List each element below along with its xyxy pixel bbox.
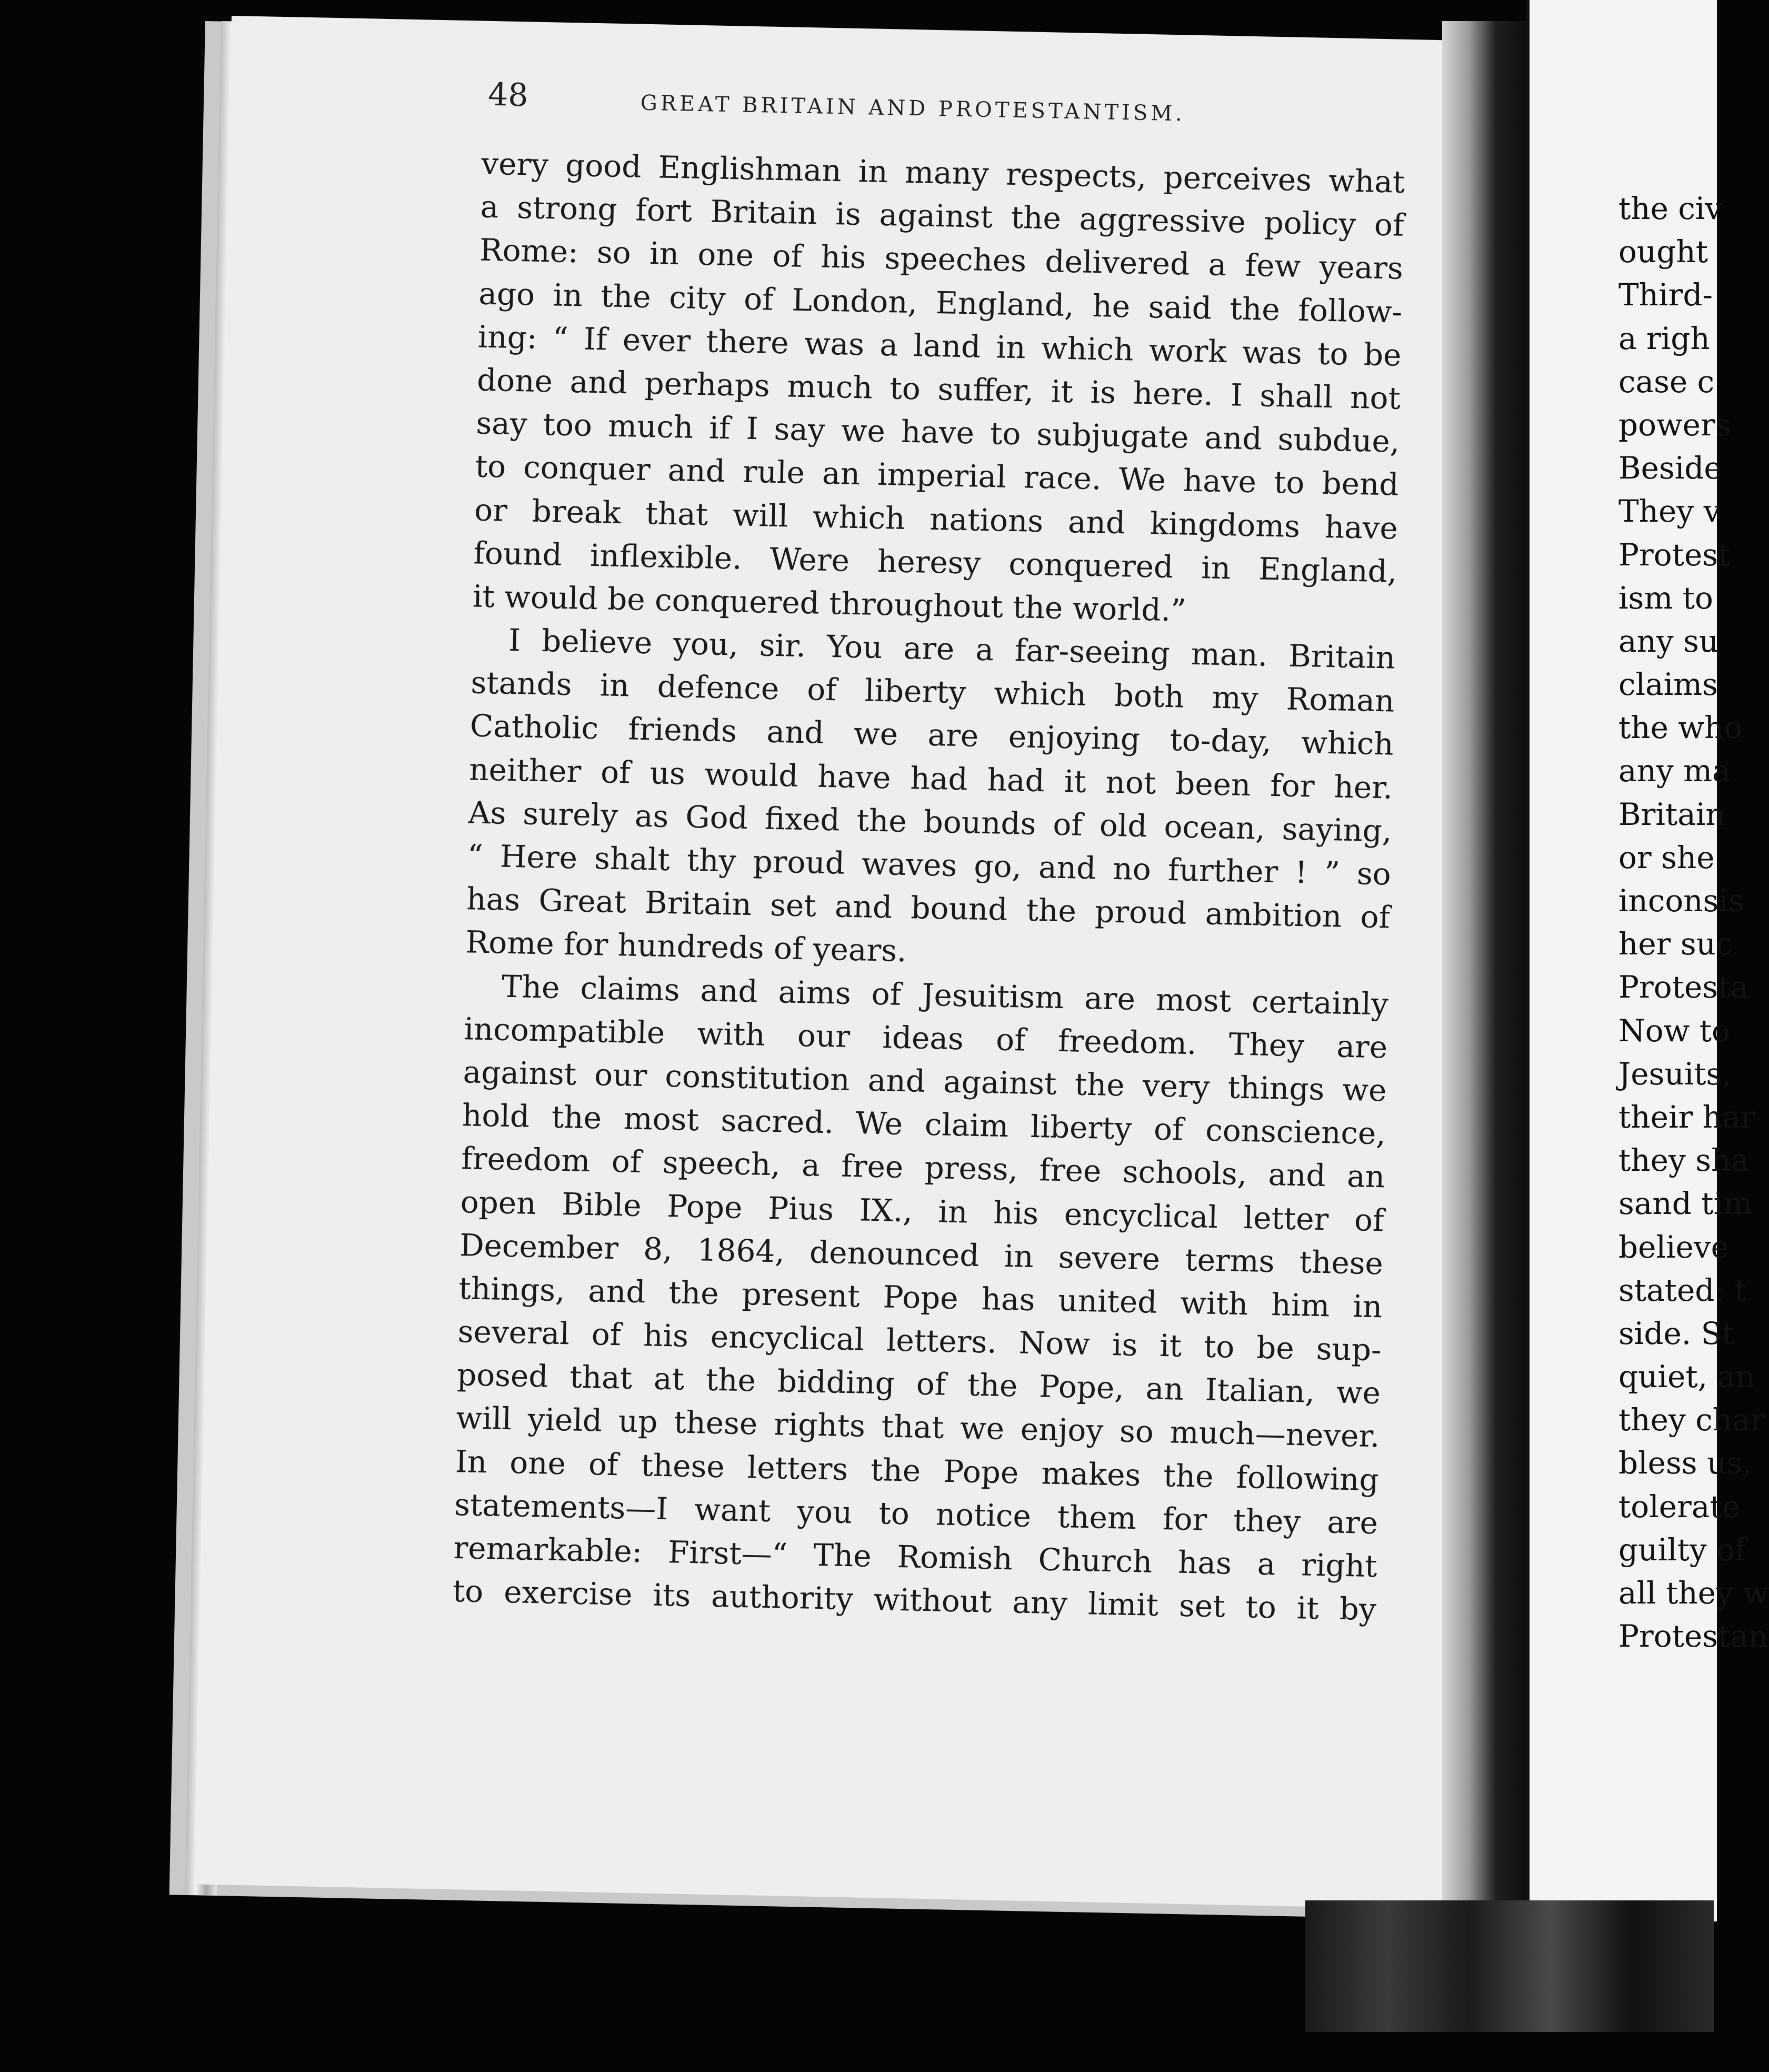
right-text-line: they sha	[1618, 1142, 1749, 1179]
text-line: done and perhaps much to suffer, it is here. I shall not	[476, 362, 1401, 416]
text-line: say too much if I say we have to subjugate and subdue,	[475, 405, 1400, 460]
text-line: very good Englishman in many respects, perceives what	[481, 145, 1405, 200]
text-line: several of his encyclical letters. Now is it to be sup-	[457, 1313, 1382, 1368]
text-line: In one of these letters the Pope makes the following	[455, 1443, 1380, 1498]
right-text-line: her suc	[1618, 926, 1733, 962]
scan-border-bottom	[0, 2032, 1714, 2072]
text-line: or break that will which nations and kingdoms have	[474, 491, 1398, 546]
text-line: hold the most sacred. We claim liberty of conscience,	[462, 1097, 1386, 1152]
right-text-line: stated: t	[1618, 1272, 1747, 1308]
text-line: will yield up these rights that we enjoy so much—never.	[455, 1400, 1380, 1455]
right-text-line: all they w	[1618, 1575, 1769, 1611]
right-text-line: the civ	[1618, 191, 1723, 226]
text-line: As surely as God fixed the bounds of old ocean, saying,	[468, 794, 1393, 849]
right-text-line: claims	[1618, 666, 1718, 703]
text-line: stands in defence of liberty which both my Roman	[470, 664, 1395, 719]
right-text-line: Protesta	[1618, 969, 1748, 1005]
right-text-line: any su	[1618, 623, 1719, 659]
text-line: ing: “ If ever there was a land in which work was to be	[477, 318, 1402, 373]
text-line: incompatible with our ideas of freedom. They are	[463, 1011, 1388, 1065]
right-text-line: Now to	[1618, 1012, 1730, 1049]
right-text-line: guilty of	[1618, 1531, 1746, 1568]
right-text-line: Beside	[1618, 450, 1722, 486]
right-text-line: side. St	[1618, 1315, 1734, 1351]
text-line: to exercise its authority without any limit set to it by	[452, 1573, 1377, 1628]
right-text-line: bless us,	[1618, 1445, 1752, 1481]
text-line: Rome: so in one of his speeches delivered a few years	[479, 232, 1404, 287]
right-page-text	[1618, 187, 1769, 1658]
right-text-line: tolerate	[1618, 1488, 1741, 1525]
right-text-line: Protestan	[1618, 1618, 1768, 1655]
page-number: 48	[487, 76, 529, 114]
text-line: against our constitution and against the very things we	[463, 1054, 1387, 1109]
text-line: neither of us would have had had it not been for her.	[468, 751, 1393, 806]
right-text-line: ism to	[1618, 580, 1713, 616]
left-page-content	[194, 16, 1505, 1910]
right-text-line: or she	[1618, 839, 1715, 875]
text-line: statements—I want you to notice them for they are	[454, 1486, 1378, 1541]
right-text-line: powers	[1618, 406, 1731, 443]
text-line: December 8, 1864, denounced in severe terms these	[459, 1227, 1384, 1282]
running-head: GREAT BRITAIN AND PROTESTANTISM.	[640, 91, 1186, 126]
right-text-line: Britain	[1618, 796, 1725, 832]
body-text	[452, 142, 1405, 1631]
right-text-line: sand tim	[1618, 1186, 1753, 1222]
text-line: The claims and aims of Jesuitism are most certainly	[501, 968, 1389, 1022]
text-line: open Bible Pope Pius IX., in his encyclical letter of	[460, 1183, 1385, 1238]
text-line: remarkable: First—“ The Romish Church has a right	[453, 1530, 1378, 1585]
right-text-line: Jesuits,	[1618, 1055, 1732, 1092]
right-text-line: inconsis	[1618, 883, 1744, 919]
left-page	[194, 16, 1505, 1910]
text-line: to conquer and rule an imperial race. We have to bend	[475, 448, 1400, 503]
text-line: freedom of speech, a free press, free schools, and an	[461, 1140, 1385, 1195]
right-text-line: their har	[1618, 1099, 1755, 1135]
right-text-line: They v	[1618, 493, 1721, 530]
text-line: it would be conquered throughout the world.”	[472, 578, 1187, 629]
text-line: things, and the present Pope has united with him in	[458, 1270, 1383, 1325]
right-text-line: any ma	[1618, 753, 1731, 789]
text-line: ago in the city of London, England, he said the follow-	[478, 275, 1403, 330]
text-line: found inflexible. Were heresy conquered in England,	[473, 535, 1397, 590]
right-text-line: ought	[1618, 234, 1708, 270]
right-text-line: Third-	[1618, 277, 1713, 313]
right-text-line: a righ	[1618, 320, 1710, 356]
right-text-line: quiet, an	[1618, 1359, 1755, 1395]
book-gutter	[1442, 21, 1532, 1937]
text-line: Catholic friends and we are enjoying to-day, which	[469, 708, 1394, 763]
text-line: “ Here shalt thy proud waves go, and no further ! ” so	[467, 838, 1392, 892]
right-text-line: they char	[1618, 1402, 1765, 1438]
right-text-line: case c	[1618, 363, 1715, 400]
text-line: a strong fort Britain is against the aggressive policy of	[480, 188, 1405, 243]
text-line: posed that at the bidding of the Pope, an Italian, we	[456, 1357, 1381, 1411]
right-text-line: believe	[1618, 1229, 1729, 1265]
right-text-line: the who	[1618, 710, 1743, 746]
text-line: I believe you, sir. You are a far-seeing man. Britain	[508, 622, 1396, 676]
text-line: has Great Britain set and bound the proud ambition of	[466, 881, 1391, 935]
right-text-line: Protest	[1618, 536, 1731, 573]
text-line: Rome for hundreds of years.	[465, 924, 907, 969]
